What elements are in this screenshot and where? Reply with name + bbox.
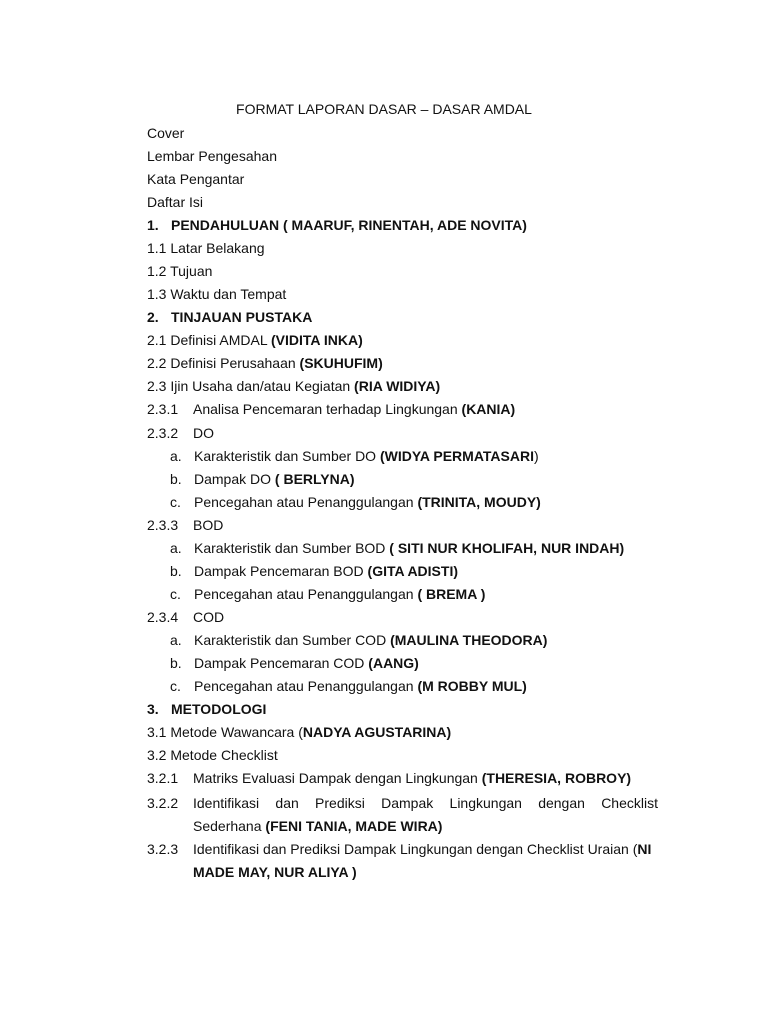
item-text-line2: MADE MAY, NUR ALIYA ) [193, 864, 357, 880]
item-text: Matriks Evaluasi Dampak dengan Lingkungan [193, 770, 482, 786]
item-text: Karakteristik dan Sumber BOD [194, 540, 390, 556]
list-item [170, 447, 539, 465]
item-text: Identifikasi dan Prediksi Dampak Lingkungan dengan Checklist Uraian ( [193, 841, 638, 857]
list-item [170, 539, 624, 557]
section-number: 2. [147, 309, 159, 325]
item-number: 2.3.4 [147, 609, 179, 625]
list-item [147, 377, 440, 395]
item-text: 3.1 Metode Wawancara ( [147, 724, 303, 740]
item-text: Pencegahan atau Penanggulangan [194, 494, 418, 510]
list-item: 1.3 Waktu dan Tempat [147, 286, 287, 302]
section-2-heading [147, 308, 312, 326]
item-number: 2.3.3 [147, 517, 179, 533]
item-assignee: (AANG) [368, 655, 419, 671]
list-item [170, 470, 355, 488]
item-number: c. [170, 586, 181, 602]
item-assignee: (THERESIA, ROBROY) [481, 770, 632, 786]
item-text: 2.1 Definisi AMDAL [147, 332, 271, 348]
list-item [170, 585, 485, 603]
item-tail: ) [533, 448, 539, 464]
front-item-toc: Daftar Isi [147, 194, 204, 210]
front-item-preface: Kata Pengantar [147, 171, 245, 187]
document-title: FORMAT LAPORAN DASAR – DASAR AMDAL [236, 101, 532, 117]
item-assignee: ( BERLYNA) [274, 471, 355, 487]
item-assignee: (M ROBBY MUL) [417, 678, 527, 694]
item-text-line1 [193, 840, 651, 858]
item-number: b. [170, 471, 182, 487]
section-number: 1. [147, 217, 159, 233]
item-text: Dampak Pencemaran BOD [194, 563, 368, 579]
item-assignee: (MAULINA THEODORA) [390, 632, 548, 648]
item-text: 2.2 Definisi Perusahaan [147, 355, 300, 371]
item-number: a. [170, 540, 182, 556]
front-item-approval: Lembar Pengesahan [147, 148, 277, 164]
list-item [147, 723, 451, 741]
item-number: b. [170, 655, 182, 671]
front-item-cover: Cover [147, 125, 185, 141]
item-text: Analisa Pencemaran terhadap Lingkungan [193, 401, 462, 417]
item-text: COD [193, 609, 225, 625]
item-assignee: (WIDYA PERMATASARI [379, 448, 534, 464]
item-text: Karakteristik dan Sumber COD [194, 632, 391, 648]
section-label: METODOLOGI [171, 701, 267, 717]
item-text: 2.3 Ijin Usaha dan/atau Kegiatan [147, 378, 355, 394]
list-item [170, 631, 547, 649]
item-number: c. [170, 494, 181, 510]
item-text: Pencegahan atau Penanggulangan [194, 586, 418, 602]
item-text: Pencegahan atau Penanggulangan [194, 678, 418, 694]
item-number: a. [170, 632, 182, 648]
item-number: c. [170, 678, 181, 694]
item-assignee: (FENI TANIA, MADE WIRA) [265, 818, 443, 834]
item-number: 3.2.3 [147, 841, 179, 857]
section-1-heading [147, 216, 527, 234]
item-assignee: (GITA ADISTI) [367, 563, 458, 579]
item-number: 2.3.1 [147, 401, 179, 417]
list-item [147, 424, 214, 442]
list-item [147, 769, 631, 787]
item-assignee: (RIA WIDIYA) [354, 378, 441, 394]
list-item: 3.2 Metode Checklist [147, 747, 278, 763]
list-item: 1.2 Tujuan [147, 263, 213, 279]
list-item [147, 608, 224, 626]
list-item [147, 516, 223, 534]
item-number: 3.2.2 [147, 795, 179, 811]
list-item [170, 562, 458, 580]
item-assignee: (TRINITA, MOUDY) [417, 494, 541, 510]
list-item: 1.1 Latar Belakang [147, 240, 265, 256]
item-text-line1: Identifikasi dan Prediksi Dampak Lingkungan dengan Checklist [193, 795, 658, 811]
list-item [170, 654, 419, 672]
item-number: 3.2.1 [147, 770, 179, 786]
item-number: a. [170, 448, 182, 464]
item-number: 2.3.2 [147, 425, 179, 441]
item-number: b. [170, 563, 182, 579]
list-item [170, 493, 541, 511]
item-text: Dampak DO [194, 471, 275, 487]
section-label: PENDAHULUAN ( MAARUF, RINENTAH, ADE NOVITA) [171, 217, 527, 233]
item-assignee: (SKUHUFIM) [299, 355, 383, 371]
item-assignee: (KANIA) [461, 401, 516, 417]
item-assignee: ( BREMA ) [417, 586, 486, 602]
item-assignee: NADYA AGUSTARINA) [302, 724, 452, 740]
item-text-line2 [193, 817, 442, 835]
list-item [147, 400, 515, 418]
item-assignee: NI [637, 841, 652, 857]
item-text: Dampak Pencemaran COD [194, 655, 369, 671]
item-text: Sederhana [193, 818, 266, 834]
item-text: DO [193, 425, 214, 441]
item-assignee: (VIDITA INKA) [270, 332, 363, 348]
section-number: 3. [147, 701, 159, 717]
list-item [147, 331, 363, 349]
list-item [147, 354, 383, 372]
section-label: TINJAUAN PUSTAKA [171, 309, 313, 325]
item-text: Karakteristik dan Sumber DO [194, 448, 380, 464]
item-text: BOD [193, 517, 224, 533]
item-assignee: ( SITI NUR KHOLIFAH, NUR INDAH) [389, 540, 625, 556]
list-item [170, 677, 527, 695]
section-3-heading [147, 700, 266, 718]
